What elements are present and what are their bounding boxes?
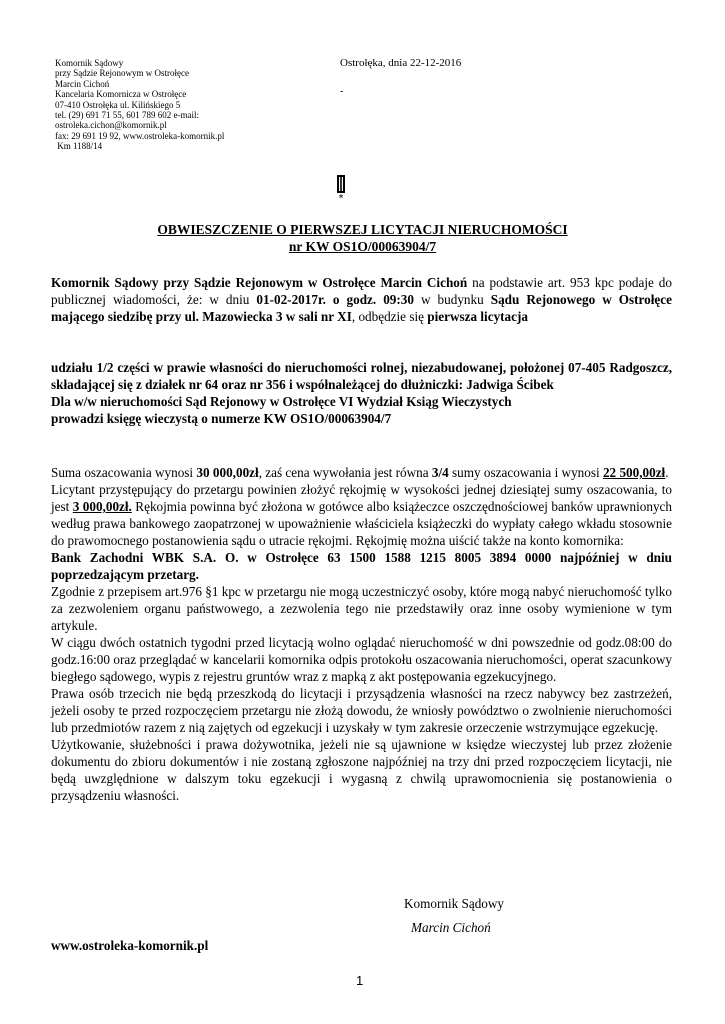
- header-line: Marcin Cichoń: [55, 78, 110, 89]
- property-description: [51, 359, 672, 427]
- property-text: udziału 1/2 części w prawie własności do nieruchomości rolnej, niezabudowanej, położonej 07-405 Radgoszcz, składającej się z działek nr 64 oraz nr 356 i współnależącej do dłużniczki: Jadwiga Ścibek: [51, 360, 672, 392]
- header-line: fax: 29 691 19 92, www.ostroleka-komornik.pl: [55, 130, 225, 141]
- header-line: Kancelaria Komornicza w Ostrołęce: [55, 89, 187, 100]
- office-header: [55, 58, 224, 152]
- header-line: ostroleka.cichon@komornik.pl: [55, 120, 167, 131]
- valuation-paragraph: Suma oszacowania wynosi 30 000,00zł, zaś cena wywołania jest równa 3/4 sumy oszacowania i wynosi 22 500,00zł.: [51, 465, 669, 480]
- header-line: Km 1188/14: [55, 141, 103, 152]
- deposit-paragraph: Licytant przystępujący do przetargu powinien złożyć rękojmię w wysokości jednej dziesiątej sumy oszacowania, to jest 3 000,00zł. Rękojmia powinna być złożona w gotówce albo książeczce oszczędnościowej banków uprawnionych według prawa bankowego zaopatrzonej w upoważnienie właściciela książeczki do wypłaty całego wkładu stosownie do prawomocnego postanowienia sądu o utracie rękojmi. Rękojmię można uiścić także na konto komornika:: [51, 482, 672, 548]
- court-location: Sądu Rejonowego w Ostrołęce mającego siedzibę przy ul. Mazowiecka 3 w sali nr XI: [51, 292, 672, 324]
- auction-date: 01-02-2017r. o godz. 09:30: [256, 292, 414, 307]
- svg-text:*: *: [338, 193, 344, 201]
- header-line: przy Sądzie Rejonowym w Ostrołęce: [55, 68, 189, 79]
- valuation-sum: 30 000,00zł: [196, 465, 259, 480]
- header-line: 07-410 Ostrołęka ul. Kilińskiego 5: [55, 99, 181, 110]
- header-line: Komornik Sądowy: [55, 58, 124, 68]
- signature-name: Marcin Cichoń: [411, 920, 491, 935]
- text-paragraph: Prawa osób trzecich nie będą przeszkodą do licytacji i przysądzenia własności na rzecz nabywcy bez zastrzeżeń, jeżeli osoby te przed rozpoczęciem przetargu nie złożą dowodu, że wniosły powództwo o zwolnienie nieruchomości lub przedmiotów razem z nią zajętych od egzekucji i uzyskały w tym zakresie orzeczenie wstrzymujące egzekucję.: [51, 686, 672, 735]
- place-date: Ostrołęka, dnia 22-12-2016: [340, 57, 462, 69]
- bank-account: Bank Zachodni WBK S.A. O. w Ostrołęce 63 1500 1588 1215 8005 3894 0000 najpóźniej w dniu poprzedzającym przetarg.: [51, 550, 672, 582]
- price-fraction: 3/4: [431, 465, 449, 480]
- header-line: tel. (29) 691 71 55, 601 789 602 e-mail:: [55, 110, 199, 121]
- starting-price: 22 500,00zł: [602, 465, 666, 480]
- stray-mark: -: [340, 86, 344, 97]
- emblem-icon: [336, 175, 346, 201]
- auction-type: pierwsza licytacja: [427, 309, 528, 324]
- text-paragraph: Użytkowanie, służebności i prawa dożywotnika, jeżeli nie są ujawnione w księdze wieczystej lub przez złożenie dokumentu do zbioru dokumentów i nie zostaną zgłoszone najpóźniej na trzy dni przed rozpoczęciem licytacji, nie będą uwzględnione w dalszym toku egzekucji i wygasną z chwilą uprawomocnienia się postanowienia o przysądzeniu własności.: [51, 737, 672, 803]
- land-register-number-text: prowadzi księgę wieczystą o numerze KW OS1O/00063904/7: [51, 411, 392, 426]
- land-register-text: Dla w/w nieruchomości Sąd Rejonowy w Ostrołęce VI Wydział Ksiąg Wieczystych: [51, 394, 512, 409]
- notice-kw-number: nr KW OS1O/00063904/7: [288, 239, 437, 254]
- page-number: 1: [356, 973, 364, 988]
- text-paragraph: Zgodnie z przepisem art.976 §1 kpc w przetargu nie mogą uczestniczyć osoby, które mogą nabyć nieruchomość tylko za zezwoleniem organu państwowego, a zezwolenia tego nie przedstawiły oraz inne osoby wymienione w tym artykule.: [51, 584, 672, 633]
- bailiff-name: Komornik Sądowy przy Sądzie Rejonowym w Ostrołęce Marcin Cichoń: [51, 275, 468, 290]
- intro-paragraph: Komornik Sądowy przy Sądzie Rejonowym w Ostrołęce Marcin Cichoń na podstawie art. 953 kpc podaje do publicznej wiadomości, że: w dniu 01-02-2017r. o godz. 09:30 w budynku Sądu Rejonowego w Ostrołęce mającego siedzibę przy ul. Mazowiecka 3 w sali nr XI, odbędzie się pierwsza licytacja: [51, 275, 672, 324]
- auction-conditions: [51, 464, 672, 804]
- footer-website: www.ostroleka-komornik.pl: [51, 938, 209, 953]
- text-paragraph: W ciągu dwóch ostatnich tygodni przed licytacją wolno oglądać nieruchomość w dni powszednie od godz.08:00 do godz.16:00 oraz przeglądać w kancelarii komornika odpis protokołu oszacowania nieruchomości, operat szacunkowy biegłego sądowego, wypis z rejestru gruntów wraz z mapką z akt postępowania egzekucyjnego.: [51, 635, 672, 684]
- notice-title: OBWIESZCZENIE O PIERWSZEJ LICYTACJI NIERUCHOMOŚCI: [157, 222, 568, 237]
- deposit-amount: 3 000,00zł.: [72, 499, 132, 514]
- signature-role: Komornik Sądowy: [404, 896, 505, 911]
